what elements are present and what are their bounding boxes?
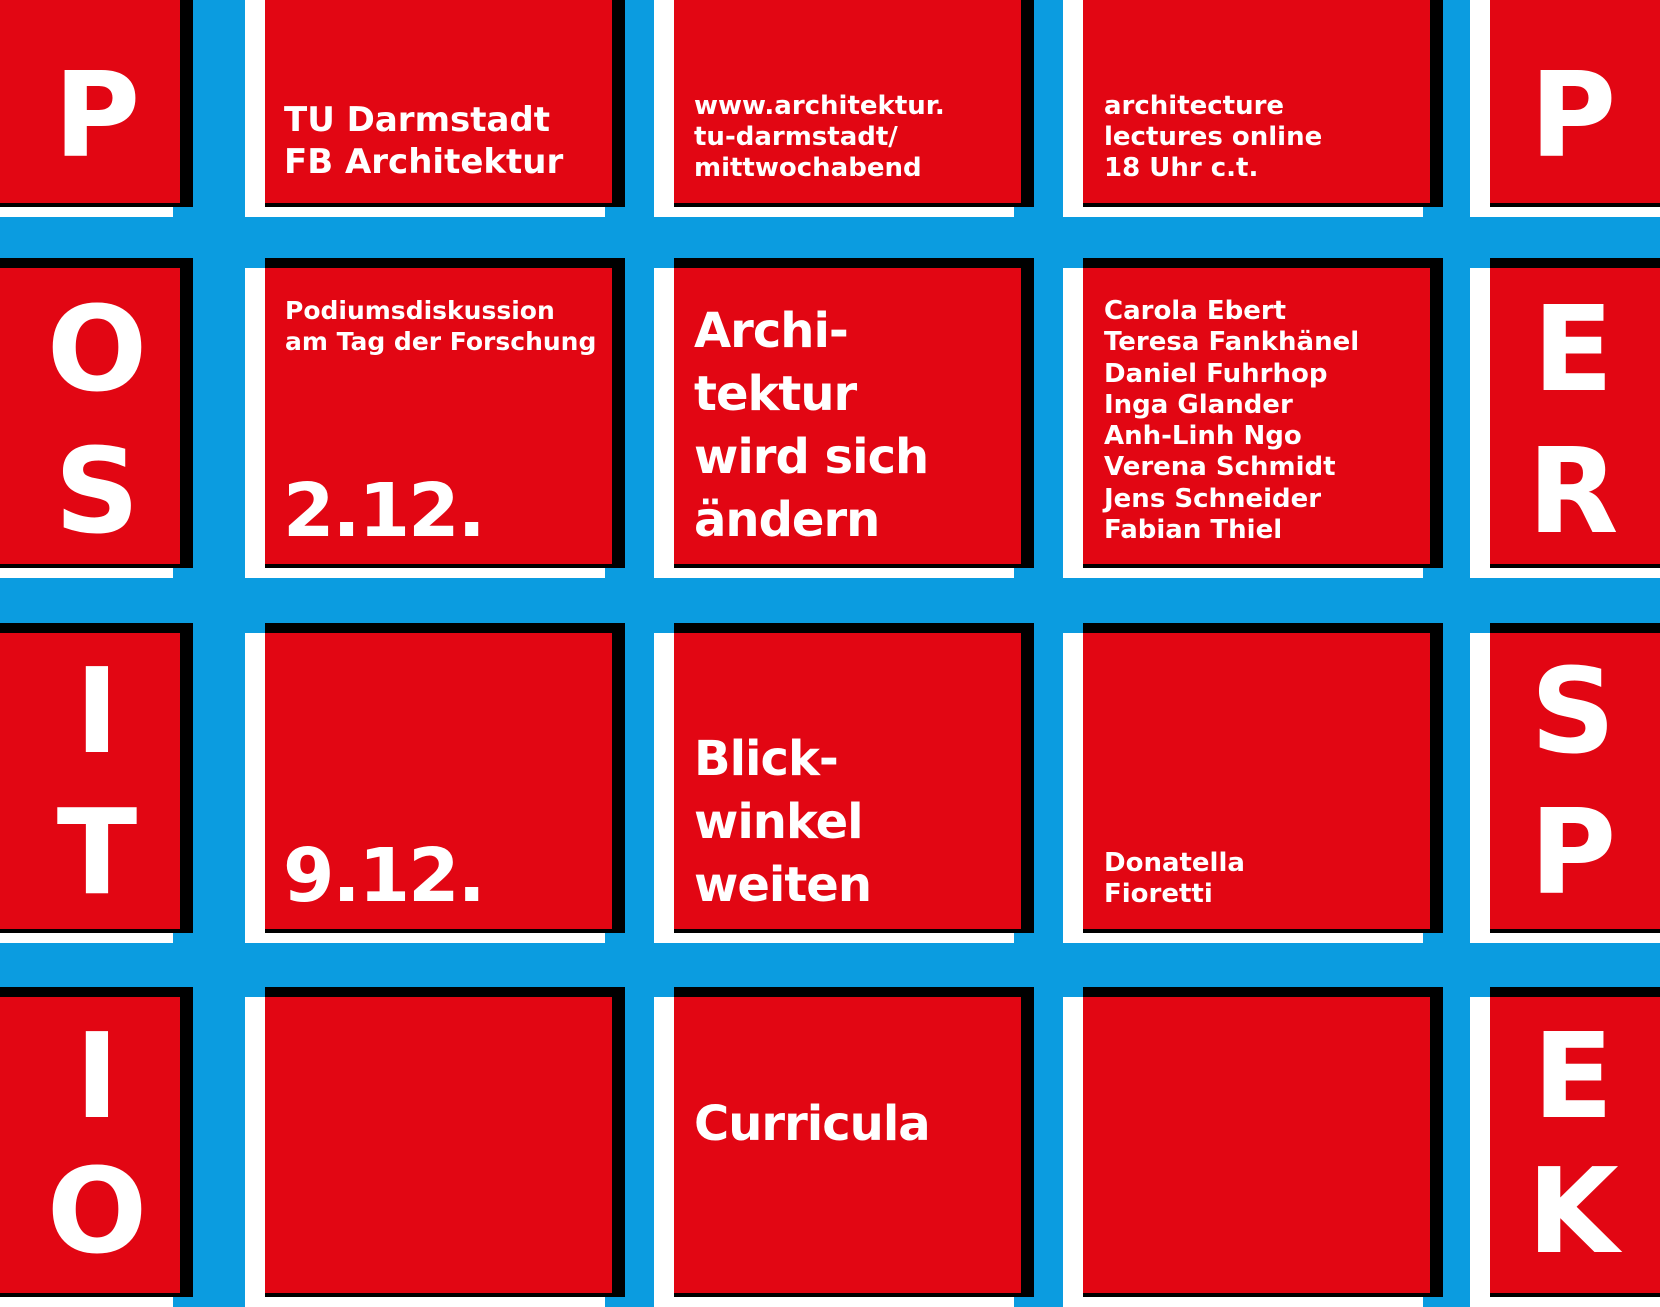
speaker-name: Teresa Fankhänel — [1104, 327, 1360, 358]
speaker-name: Fioretti — [1104, 879, 1213, 910]
right-letter-5: P — [1529, 783, 1617, 921]
right-letter-2: E — [1532, 280, 1614, 418]
right-letter-7: K — [1527, 1142, 1619, 1280]
left-letter-3: S — [54, 422, 140, 560]
event2-date: 9.12. — [283, 833, 484, 919]
right-letter-6: E — [1532, 1007, 1614, 1145]
event1-date: 2.12. — [283, 468, 484, 554]
right-letter-1: P — [1529, 46, 1617, 184]
left-letter-6: I — [75, 1007, 119, 1145]
speaker-name: Daniel Fuhrhop — [1104, 358, 1328, 389]
event2-speakers — [1104, 848, 1245, 911]
event2-title: Blick- winkel weiten — [694, 731, 872, 913]
speaker-name: Carola Ebert — [1104, 296, 1287, 326]
event1-speakers — [1104, 296, 1359, 546]
speaker-name: Inga Glander — [1104, 389, 1293, 420]
left-letter-1: P — [53, 46, 141, 184]
event1-note: Podiumsdiskussion am Tag der Forschung — [285, 296, 597, 356]
left-letter-2: O — [46, 280, 148, 418]
speaker-name: Anh-Linh Ngo — [1104, 421, 1302, 452]
speaker-name: Donatella — [1104, 848, 1245, 878]
right-letter-4: S — [1530, 642, 1616, 780]
speaker-name: Fabian Thiel — [1104, 515, 1283, 546]
event1-title: Archi- tektur wird sich ändern — [694, 303, 929, 548]
left-letter-7: O — [46, 1142, 148, 1280]
event3-title: Curricula — [694, 1096, 930, 1152]
left-letter-4: I — [75, 642, 119, 780]
right-letter-3: R — [1527, 422, 1619, 560]
speaker-name: Jens Schneider — [1104, 483, 1322, 514]
institution-name: TU Darmstadt FB Architektur — [284, 100, 564, 182]
left-letter-5: T — [56, 783, 138, 921]
speaker-name: Verena Schmidt — [1104, 452, 1336, 483]
series-info: architecture lectures online 18 Uhr c.t. — [1104, 91, 1323, 183]
website-url: www.architektur. tu-darmstadt/ mittwochabend — [694, 91, 945, 183]
